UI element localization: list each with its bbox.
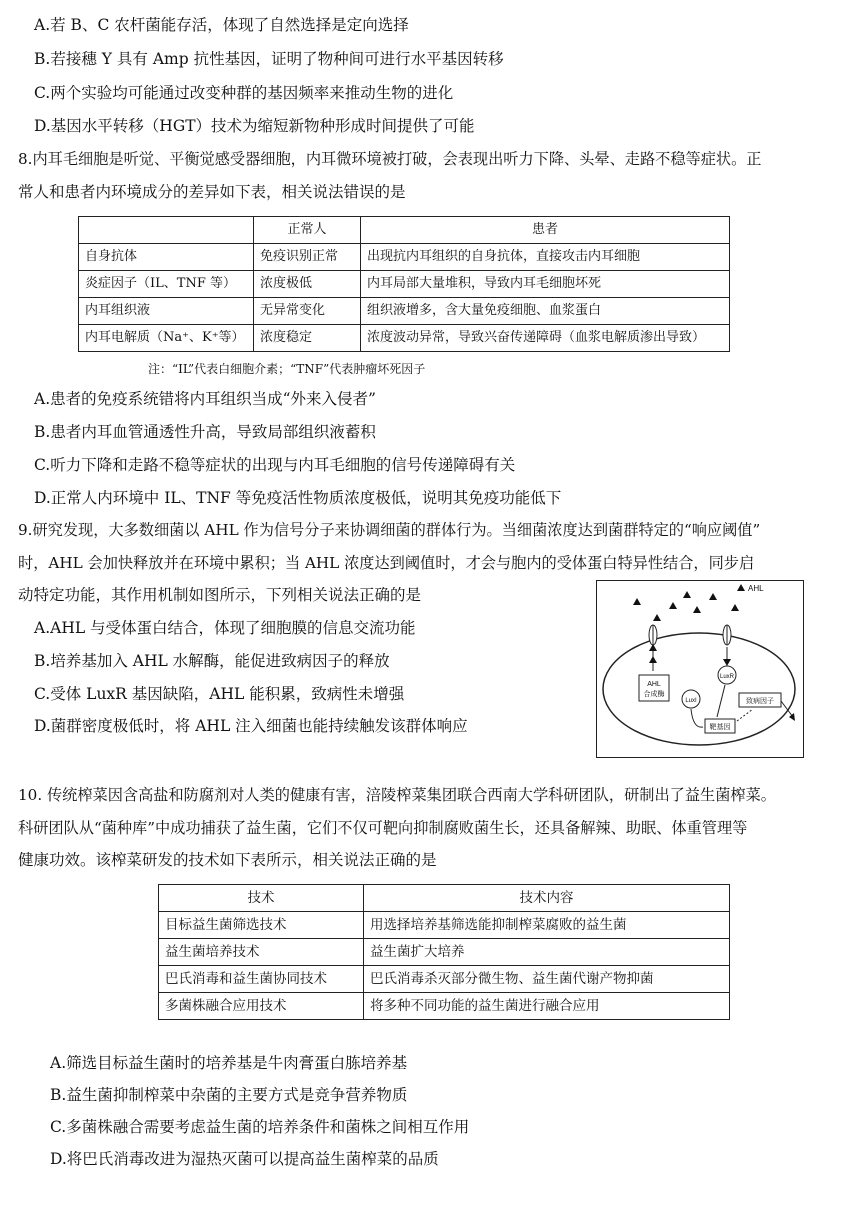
table-cell: 浓度波动异常，导致兴奋传递障碍（血浆电解质渗出导致） — [361, 325, 730, 352]
q9-option-a: A.AHL 与受体蛋白结合，体现了细胞膜的信息交流功能 — [34, 619, 416, 637]
arrow-out-icon — [789, 713, 795, 721]
q8-stem-line1: 8.内耳毛细胞是听觉、平衡觉感受器细胞，内耳微环境被打破，会表现出听力下降、头晕、走路不稳等症状。正 — [18, 150, 762, 168]
q8-option-b: B.患者内耳血管通透性升高，导致局部组织液蓄积 — [34, 423, 376, 441]
ahl-triangle — [653, 614, 661, 621]
table-header-cell — [79, 217, 254, 244]
ahl-triangle — [709, 593, 717, 600]
q10-stem-line1: 10. 传统榨菜因含高盐和防腐剂对人类的健康有害，涪陵榨菜集团联合西南大学科研团队，研制出了益生菌榨菜。 — [18, 786, 776, 804]
table-header-row — [159, 885, 730, 912]
table-cell: 无异常变化 — [254, 298, 361, 325]
q7-option-d: D.基因水平转移（HGT）技术为缩短新物种形成时间提供了可能 — [34, 117, 475, 135]
q9-stem-line2: 时，AHL 会加快释放并在环境中累积；当 AHL 浓度达到阈值时，才会与胞内的受体蛋白特异性结合，同步启 — [18, 554, 755, 572]
ahl-triangle — [693, 606, 701, 613]
q8-table — [78, 216, 730, 352]
q8-table-note: 注：“IL”代表白细胞介素；“TNF”代表肿瘤坏死因子 — [148, 362, 426, 376]
luxr-label: LuxR — [719, 674, 735, 680]
table-cell: 益生菌培养技术 — [159, 939, 364, 966]
table-row — [159, 939, 730, 966]
q10-option-b: B.益生菌抑制榨菜中杂菌的主要方式是竞争营养物质 — [50, 1086, 408, 1104]
table-row — [79, 298, 730, 325]
synthase-label-1: AHL — [647, 681, 661, 688]
luxi-label: LuxI — [685, 698, 697, 704]
synthase-label-2: 合成酶 — [643, 691, 665, 698]
table-row — [159, 993, 730, 1020]
target-gene-label: 靶基因 — [709, 724, 731, 731]
table-cell: 目标益生菌筛选技术 — [159, 912, 364, 939]
table-cell: 内耳局部大量堆积，导致内耳毛细胞坏死 — [361, 271, 730, 298]
q8-option-a: A.患者的免疫系统错将内耳组织当成“外来入侵者” — [34, 390, 376, 408]
ahl-triangle — [649, 656, 657, 663]
table-cell: 内耳组织液 — [79, 298, 254, 325]
q8-option-d: D.正常人内环境中 IL、TNF 等免疫活性物质浓度极低，说明其免疫功能低下 — [34, 489, 562, 507]
ahl-triangle — [731, 604, 739, 611]
quorum-sensing-figure — [596, 580, 804, 758]
q9-stem-line3: 动特定功能，其作用机制如图所示，下列相关说法正确的是 — [18, 586, 422, 604]
q10-option-c: C.多菌株融合需要考虑益生菌的培养条件和菌株之间相互作用 — [50, 1118, 470, 1136]
table-row — [79, 325, 730, 352]
legend-label: AHL — [748, 584, 764, 593]
q9-option-d: D.菌群密度极低时，将 AHL 注入细菌也能持续触发该群体响应 — [34, 717, 468, 735]
cell-membrane — [603, 633, 795, 745]
pathogen-factor-label: 致病因子 — [746, 698, 774, 705]
legend-triangle-icon — [737, 584, 745, 591]
table-header-cell: 正常人 — [254, 217, 361, 244]
ahl-triangle — [669, 602, 677, 609]
q7-option-c: C.两个实验均可能通过改变种群的基因频率来推动生物的进化 — [34, 84, 454, 102]
ahl-molecules — [633, 591, 739, 621]
table-cell: 自身抗体 — [79, 244, 254, 271]
q10-stem-line3: 健康功效。该榨菜研发的技术如下表所示，相关说法正确的是 — [18, 851, 437, 869]
table-cell: 浓度极低 — [254, 271, 361, 298]
table-header-cell: 患者 — [361, 217, 730, 244]
q9-stem-line1: 9.研究发现，大多数细菌以 AHL 作为信号分子来协调细菌的群体行为。当细菌浓度达到菌群特定的“响应阈值” — [18, 521, 761, 539]
q7-option-b: B.若接穗 Y 具有 Amp 抗性基因，证明了物种间可进行水平基因转移 — [34, 50, 504, 68]
table-header-cell: 技术 — [159, 885, 364, 912]
q9-option-c: C.受体 LuxR 基因缺陷，AHL 能积累，致病性未增强 — [34, 685, 405, 703]
q9-option-b: B.培养基加入 AHL 水解酶，能促进致病因子的释放 — [34, 652, 390, 670]
table-row — [159, 912, 730, 939]
table-cell: 炎症因子（IL、TNF 等） — [79, 271, 254, 298]
table-row — [79, 271, 730, 298]
q8-option-c: C.听力下降和走路不稳等症状的出现与内耳毛细胞的信号传递障碍有关 — [34, 456, 516, 474]
table-cell: 免疫识别正常 — [254, 244, 361, 271]
arrow-down-icon — [723, 659, 731, 666]
table-cell: 将多种不同功能的益生菌进行融合应用 — [364, 993, 730, 1020]
table-cell: 组织液增多，含大量免疫细胞、血浆蛋白 — [361, 298, 730, 325]
table-header-cell: 技术内容 — [364, 885, 730, 912]
table-cell: 巴氏消毒和益生菌协同技术 — [159, 966, 364, 993]
arrow-up-icon — [649, 644, 657, 651]
ahl-triangle — [683, 591, 691, 598]
quorum-sensing-diagram — [597, 581, 803, 757]
table-row — [159, 966, 730, 993]
table-header-row — [79, 217, 730, 244]
q10-table — [158, 884, 730, 1020]
q7-option-a: A.若 B、C 农杆菌能存活，体现了自然选择是定向选择 — [34, 16, 409, 34]
table-cell: 巴氏消毒杀灭部分微生物、益生菌代谢产物抑菌 — [364, 966, 730, 993]
table-cell: 多菌株融合应用技术 — [159, 993, 364, 1020]
ahl-triangle — [633, 598, 641, 605]
q10-stem-line2: 科研团队从“菌种库”中成功捕获了益生菌，它们不仅可靶向抑制腐败菌生长，还具备解辣、助眠、体重管理等 — [18, 819, 748, 837]
table-cell: 内耳电解质（Na⁺、K⁺等） — [79, 325, 254, 352]
table-cell: 用选择培养基筛选能抑制榨菜腐败的益生菌 — [364, 912, 730, 939]
table-cell: 益生菌扩大培养 — [364, 939, 730, 966]
table-cell: 出现抗内耳组织的自身抗体，直接攻击内耳细胞 — [361, 244, 730, 271]
q10-option-a: A.筛选目标益生菌时的培养基是牛肉膏蛋白胨培养基 — [50, 1054, 408, 1072]
q10-option-d: D.将巴氏消毒改进为湿热灭菌可以提高益生菌榨菜的品质 — [50, 1150, 439, 1168]
table-cell: 浓度稳定 — [254, 325, 361, 352]
q8-stem-line2: 常人和患者内环境成分的差异如下表，相关说法错误的是 — [18, 183, 406, 201]
table-row — [79, 244, 730, 271]
